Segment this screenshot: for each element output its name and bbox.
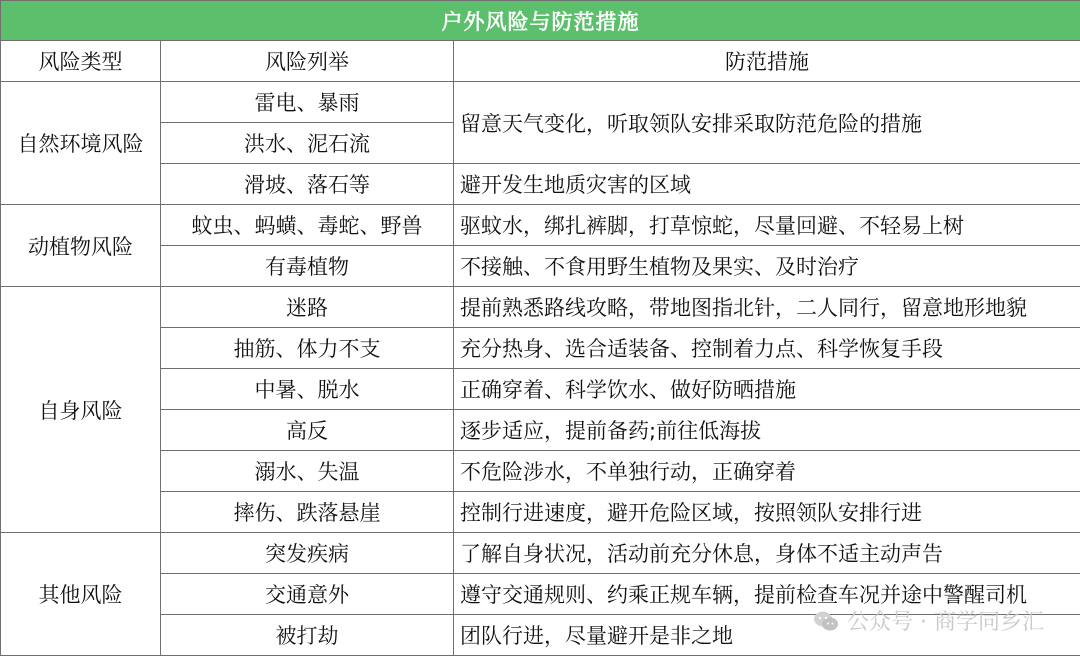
risk-category-cell: 其他风险: [1, 533, 161, 656]
risk-item-cell: 突发疾病: [161, 533, 454, 574]
table-row: [1, 492, 1080, 533]
header-risk-list: 风险列举: [161, 41, 454, 82]
measure-cell: 不危险涉水，不单独行动，正确穿着: [454, 451, 1080, 492]
table-row: [1, 246, 1080, 287]
table-row: [1, 205, 1080, 246]
measure-cell: 逐步适应，提前备药;前往低海拔: [454, 410, 1080, 451]
measure-cell: 避开发生地质灾害的区域: [454, 164, 1080, 205]
measure-cell: 了解自身状况，活动前充分休息，身体不适主动声告: [454, 533, 1080, 574]
risk-item-cell: 中暑、脱水: [161, 369, 454, 410]
measure-cell: 控制行进速度，避开危险区域，按照领队安排行进: [454, 492, 1080, 533]
table-row: [1, 451, 1080, 492]
risk-item-cell: 蚊虫、蚂蟥、毒蛇、野兽: [161, 205, 454, 246]
risk-item-cell: 洪水、泥石流: [161, 123, 454, 164]
risk-item-cell: 被打劫: [161, 615, 454, 656]
risk-category-cell: 自身风险: [1, 287, 161, 533]
measure-cell: 遵守交通规则、约乘正规车辆，提前检查车况并途中警醒司机: [454, 574, 1080, 615]
header-risk-type: 风险类型: [1, 41, 161, 82]
watermark-text: 公众号 · 商学同乡汇: [847, 605, 1044, 636]
risk-category-cell: 动植物风险: [1, 205, 161, 287]
measure-cell: 驱蚊水，绑扎裤脚，打草惊蛇，尽量回避、不轻易上树: [454, 205, 1080, 246]
risk-item-cell: 高反: [161, 410, 454, 451]
measure-cell: 正确穿着、科学饮水、做好防晒措施: [454, 369, 1080, 410]
header-measures: 防范措施: [454, 41, 1080, 82]
table-row: [1, 164, 1080, 205]
table-title: 户外风险与防范措施: [1, 1, 1080, 41]
risk-category-cell: 自然环境风险: [1, 82, 161, 205]
measure-cell: 团队行进，尽量避开是非之地: [454, 615, 1080, 656]
risk-item-cell: 雷电、暴雨: [161, 82, 454, 123]
table-row: [1, 287, 1080, 328]
table-row: [1, 533, 1080, 574]
table-body: [1, 82, 1080, 656]
table-row: [1, 82, 1080, 123]
measure-cell: 充分热身、选合适装备、控制着力点、科学恢复手段: [454, 328, 1080, 369]
wechat-icon: [813, 610, 839, 632]
risk-item-cell: 溺水、失温: [161, 451, 454, 492]
measure-cell: 提前熟悉路线攻略，带地图指北针，二人同行，留意地形地貌: [454, 287, 1080, 328]
measure-cell: 留意天气变化，听取领队安排采取防范危险的措施: [454, 82, 1080, 164]
table-row: [1, 410, 1080, 451]
table-row: [1, 369, 1080, 410]
risk-item-cell: 交通意外: [161, 574, 454, 615]
measure-cell: 不接触、不食用野生植物及果实、及时治疗: [454, 246, 1080, 287]
risk-item-cell: 有毒植物: [161, 246, 454, 287]
risk-item-cell: 抽筋、体力不支: [161, 328, 454, 369]
watermark: [813, 605, 1044, 636]
risk-item-cell: 摔伤、跌落悬崖: [161, 492, 454, 533]
table-row: [1, 328, 1080, 369]
risk-item-cell: 迷路: [161, 287, 454, 328]
risk-item-cell: 滑坡、落石等: [161, 164, 454, 205]
